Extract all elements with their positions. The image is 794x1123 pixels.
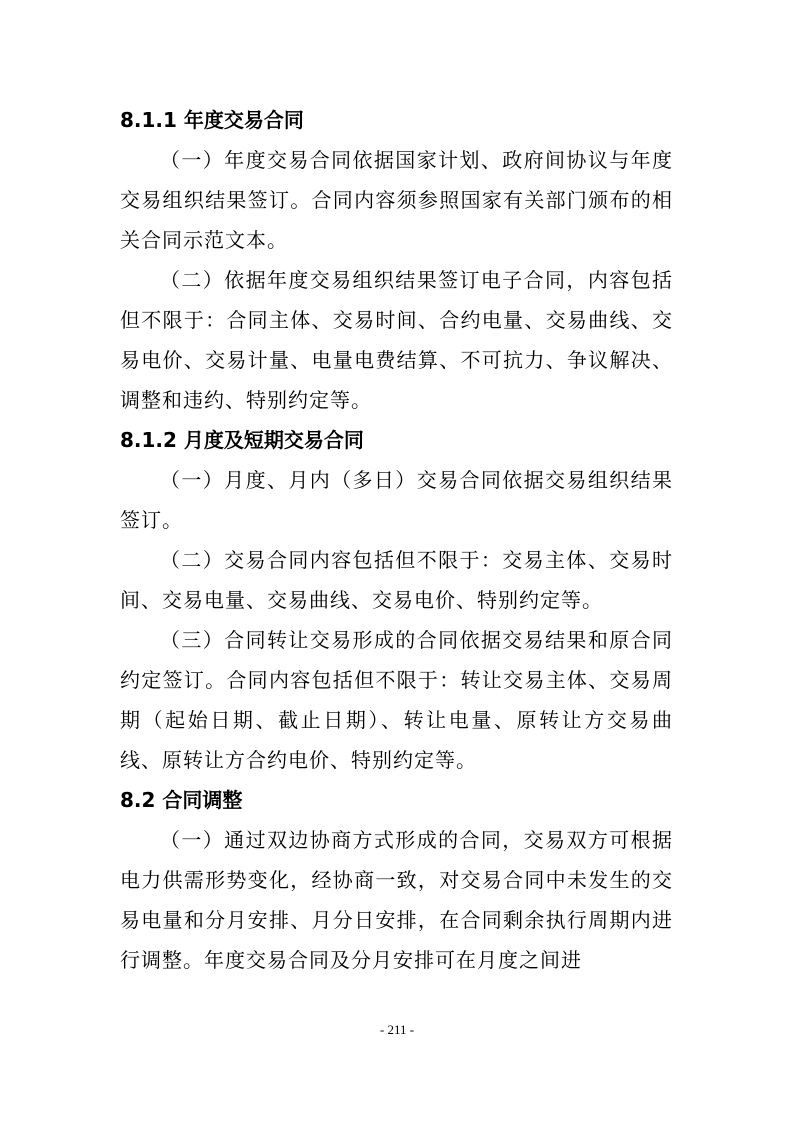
paragraph-monthly-2: （二）交易合同内容包括但不限于：交易主体、交易时间、交易电量、交易曲线、交易电价、特别约定等。 — [120, 548, 673, 612]
paragraph-adjustment-1: （一）通过双边协商方式形成的合同，交易双方可根据电力供需形势变化，经协商一致，对交易合同中未发生的交易电量和分月安排、月分日安排，在合同剩余执行周期内进行调整。年度交易合同及分月安排可在月度之间进 — [120, 828, 673, 972]
section-heading-annual-contract: 8.1.1 年度交易合同 — [120, 108, 304, 132]
paragraph-annual-1: （一）年度交易合同依据国家计划、政府间协议与年度交易组织结果签订。合同内容须参照国家有关部门颁布的相关合同示范文本。 — [120, 148, 673, 252]
section-heading-monthly-contract: 8.1.2 月度及短期交易合同 — [120, 428, 364, 452]
document-body — [120, 100, 673, 980]
section-heading-contract-adjustment: 8.2 合同调整 — [120, 788, 243, 812]
paragraph-monthly-3: （三）合同转让交易形成的合同依据交易结果和原合同约定签订。合同内容包括但不限于：转让交易主体、交易周期（起始日期、截止日期）、转让电量、原转让方交易曲线、原转让方合约电价、特别约定等。 — [120, 628, 673, 772]
page-number: - 211 - — [379, 1022, 415, 1037]
paragraph-annual-2: （二）依据年度交易组织结果签订电子合同，内容包括但不限于：合同主体、交易时间、合约电量、交易曲线、交易电价、交易计量、电量电费结算、不可抗力、争议解决、调整和违约、特别约定等。 — [120, 268, 673, 412]
paragraph-monthly-1: （一）月度、月内（多日）交易合同依据交易组织结果签订。 — [120, 468, 673, 532]
